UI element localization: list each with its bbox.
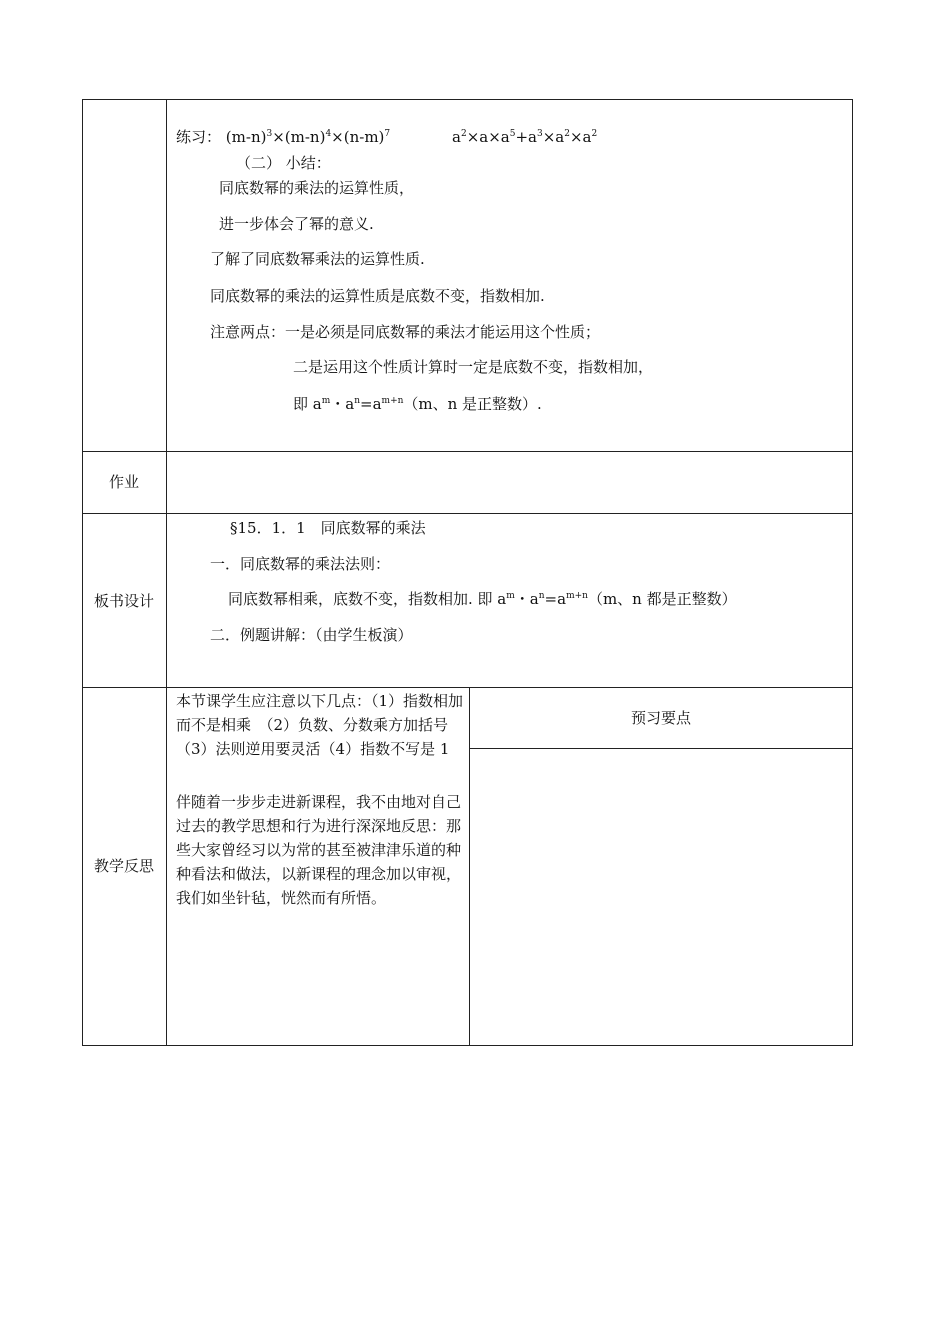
practice-label: 练习：: [176, 128, 222, 146]
row-divider-2: [82, 513, 853, 514]
reflection-column-divider: [469, 687, 470, 1046]
summary-formula: 即 $a^m$・$a^n=a^{m+n}(m$、n 是正整数）.: [293, 395, 542, 413]
board-design-label: 板书设计: [93, 592, 154, 610]
summary-heading: （二） 小结：: [236, 154, 331, 172]
table-border-right: [852, 99, 853, 1046]
table-border-top: [82, 99, 853, 100]
board-rule-heading: 一．同底数幂的乘法法则：: [210, 555, 391, 573]
homework-label: 作业: [108, 473, 139, 491]
reflection-essay: 伴随着一步步走进新课程，我不由地对自己过去的教学思想和行为进行深深地反思：那些大家曾经习以为常的甚至被津津乐道的种种看法和做法，以新课程的理念加以审视，我们如坐针毡，恍然而有所悟。: [176, 793, 462, 907]
table-border-bottom: [82, 1045, 853, 1046]
board-example: 二．例题讲解：（由学生板演）: [210, 626, 413, 644]
board-title: §15．1．1 同底数幂的乘法: [230, 519, 426, 537]
board-rule: 同底数幂相乘，底数不变，指数相加. 即 $a^m$・$a^n=a^{m+n}(m$、n 都是正整数）: [228, 590, 737, 608]
practice-expression-1: $(m-n)^3\times(m-n)^4\times(n-m)^7$: [225, 128, 391, 146]
row-divider-3: [82, 687, 853, 688]
row-divider-1: [82, 451, 853, 452]
summary-line-1: 同底数幂的乘法的运算性质，: [219, 179, 415, 197]
preview-divider: [469, 748, 853, 749]
table-border-left: [82, 99, 83, 1046]
preview-points-label: 预习要点: [630, 709, 691, 727]
reflection-notes: 本节课学生应注意以下几点：（1）指数相加而不是相乘 （2）负数、分数乘方加括号（3）法则逆用要灵活（4）指数不写是 1: [176, 692, 464, 758]
practice-line: [176, 127, 390, 147]
practice-expression-2: $a^2\times a\times a^5+a^3\times a^2\times a^2$: [452, 128, 598, 146]
summary-line-6: 二是运用这个性质计算时一定是底数不变，指数相加，: [293, 358, 654, 376]
summary-line-3: 了解了同底数幂乘法的运算性质.: [210, 250, 425, 268]
summary-line-5: 注意两点：一是必须是同底数幂的乘法才能运用这个性质；: [210, 323, 601, 341]
summary-line-2: 进一步体会了幂的意义.: [219, 215, 374, 233]
teaching-reflection-label: 教学反思: [93, 857, 154, 875]
label-column-divider: [166, 99, 167, 1046]
summary-line-4: 同底数幂的乘法的运算性质是底数不变，指数相加.: [210, 287, 545, 305]
